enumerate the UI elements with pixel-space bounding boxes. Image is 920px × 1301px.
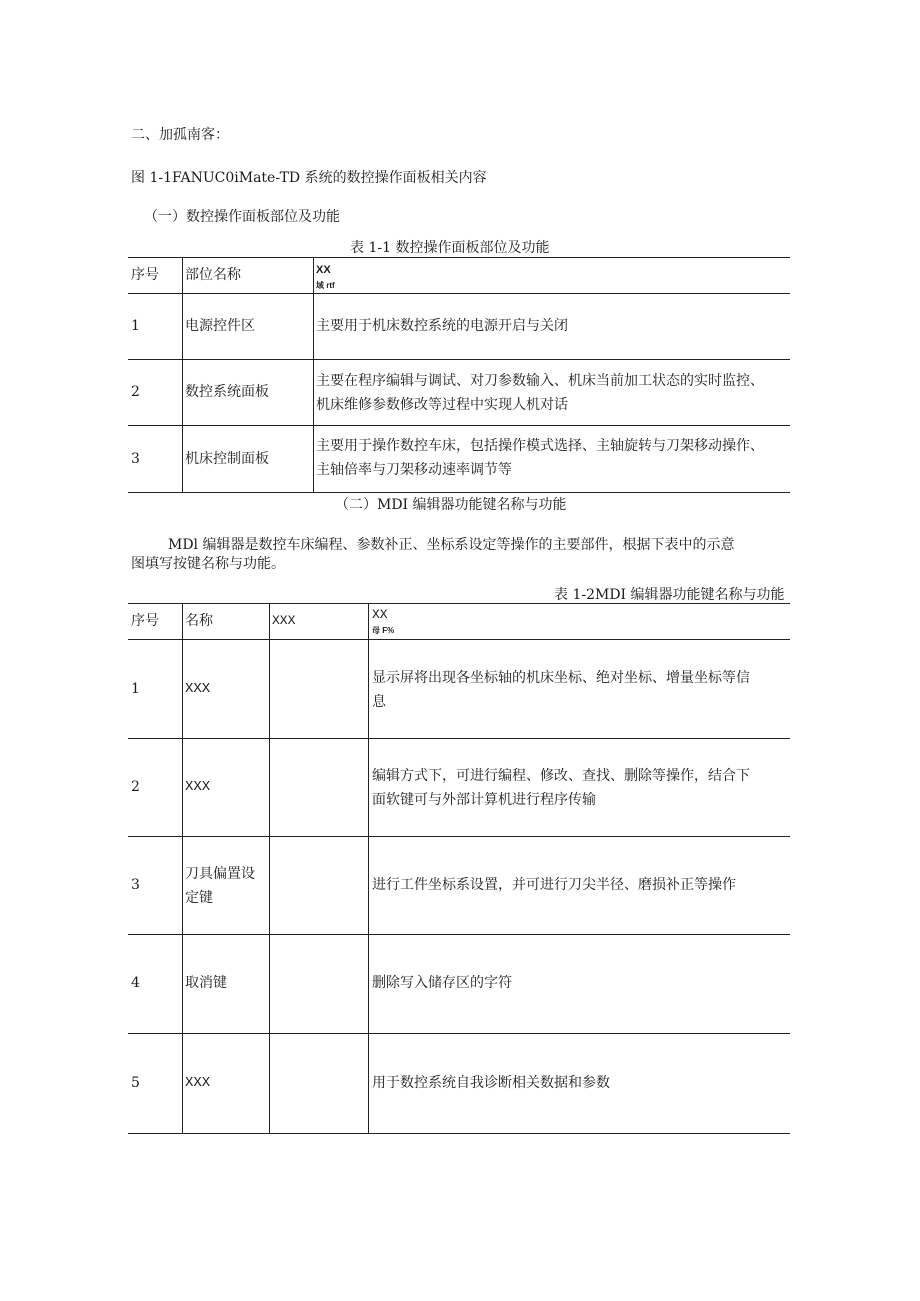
table1-header-name: 部位名称 xyxy=(185,267,241,283)
table2-row3-name-line2: 定键 xyxy=(185,890,213,906)
table2-row2-func-line2: 面软键可与外部计算机进行程序传输 xyxy=(372,792,596,808)
table1-caption: 表 1-1 数控操作面板部位及功能 xyxy=(350,240,550,256)
table1-row1-name: 电源控件区 xyxy=(185,318,255,334)
paragraph-line1: MDl 编辑器是数控车床编程、参数补正、坐标系设定等操作的主要部件，根据下表中的示意 xyxy=(168,537,735,553)
table2-header-name: 名称 xyxy=(185,613,213,629)
table2-row3-num: 3 xyxy=(131,877,140,893)
table1-row2-func-line2: 机床维修参数修改等过程中实现人机对话 xyxy=(316,397,568,413)
table1-row3-num: 3 xyxy=(131,451,140,467)
table2-header-col3: XXX xyxy=(272,613,296,628)
table1-row3-func-line2: 主轴倍率与刀架移动速率调节等 xyxy=(316,462,512,478)
table2-row2-num: 2 xyxy=(131,779,140,795)
table2-row3-name-line1: 刀具偏置设 xyxy=(185,866,255,882)
table2-row2-name: XXX xyxy=(185,779,211,795)
table2-row1-name: XXX xyxy=(185,681,211,697)
table1-row1-func: 主要用于机床数控系统的电源开启与关闭 xyxy=(316,318,568,334)
table1-header-func-bottom: 域 rtf xyxy=(316,281,335,290)
figure-caption: 图 1-1FANUC0iMate-TD 系统的数控操作面板相关内容 xyxy=(131,170,487,186)
table1-row3-name: 机床控制面板 xyxy=(185,451,269,467)
table1-row2-func-line1: 主要在程序编辑与调试、对刀参数输入、机床当前加工状态的实时监控、 xyxy=(316,373,764,389)
table2-row5-name: XXX xyxy=(185,1075,211,1091)
subsection-title-2: （二）MDI 编辑器功能键名称与功能 xyxy=(335,497,567,513)
section-title: 二、加孤南客： xyxy=(131,127,229,143)
table2-row2-func-line1: 编辑方式下，可进行编程、修改、查找、删除等操作，结合下 xyxy=(372,768,750,784)
table2-row5-func: 用于数控系统自我诊断相关数据和参数 xyxy=(372,1075,610,1091)
table2-row1-func-line1: 显示屏将出现各坐标轴的机床坐标、绝对坐标、增量坐标等信 xyxy=(372,670,750,686)
table1-header-func-top: XX xyxy=(316,264,331,276)
table2-row1-func-line2: 息 xyxy=(372,694,386,710)
table2-row4-num: 4 xyxy=(131,975,140,991)
table2-row4-name: 取消键 xyxy=(185,975,227,991)
table2-header-num: 序号 xyxy=(131,613,159,629)
table2-row5-num: 5 xyxy=(131,1075,140,1091)
table2-row1-num: 1 xyxy=(131,681,140,697)
table1-row2-num: 2 xyxy=(131,384,140,400)
table2-row4-func: 删除写入储存区的字符 xyxy=(372,975,512,991)
table2-header-func-top: XX xyxy=(372,607,388,622)
table1-row3-func-line1: 主要用于操作数控车床，包括操作模式选择、主轴旋转与刀架移动操作、 xyxy=(316,438,764,454)
table2-row3-func: 进行工件坐标系设置，并可进行刀尖半径、磨损补正等操作 xyxy=(372,877,736,893)
table2-header-func-bottom: 母 F% xyxy=(372,626,395,635)
subsection-title-1: （一）数控操作面板部位及功能 xyxy=(144,209,340,225)
table1-header-num: 序号 xyxy=(131,267,159,283)
table1-row2-name: 数控系统面板 xyxy=(185,384,269,400)
paragraph-line2: 图填写按键名称与功能。 xyxy=(131,556,285,572)
table2-caption: 表 1-2MDI 编辑器功能键名称与功能 xyxy=(554,587,785,603)
table1-row1-num: 1 xyxy=(131,318,140,334)
